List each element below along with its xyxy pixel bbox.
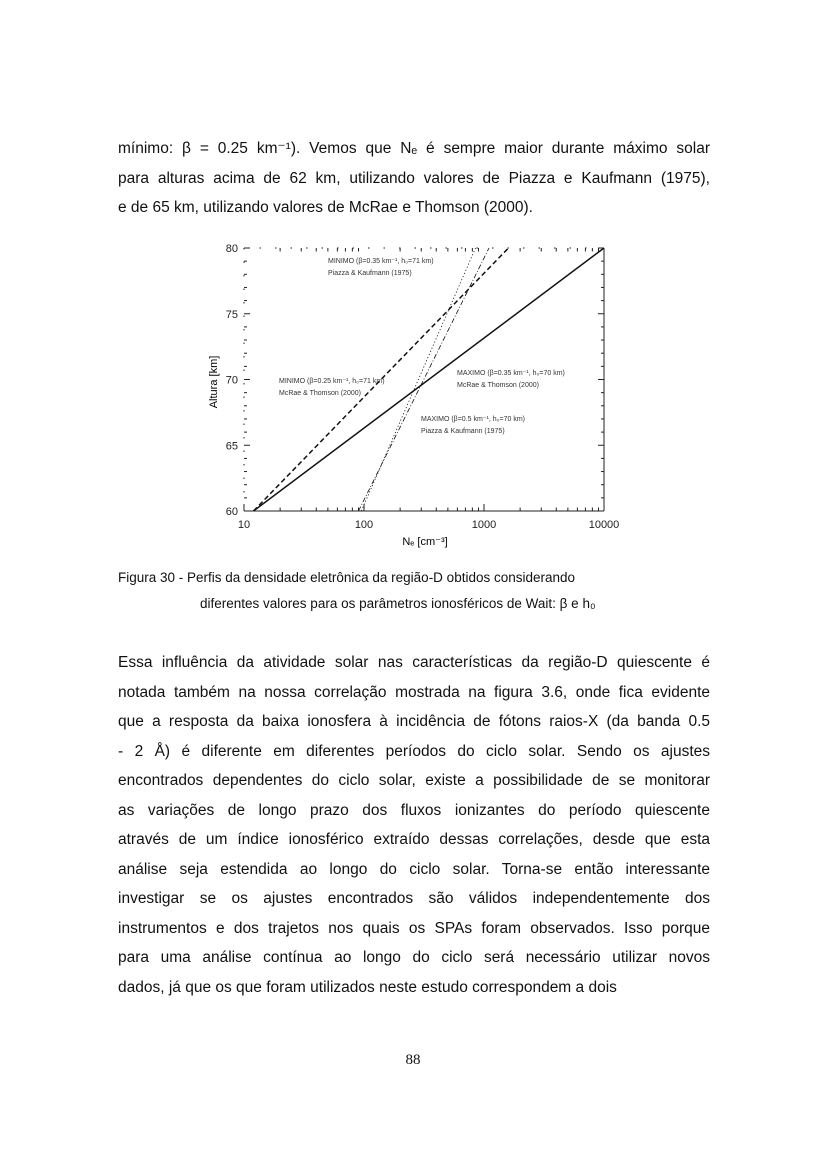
text-line: notada também na nossa correlação mostrada na figura 3.6, onde fica evidente [118, 683, 710, 701]
text-line: através de um índice ionosférico extraído dessas correlações, desde que esta [118, 831, 710, 848]
page-number: 88 [405, 1052, 421, 1068]
paragraph-intro [118, 134, 710, 223]
text-line: encontrados dependentes do ciclo solar, existe a possibilidade de se monitorar [118, 772, 710, 789]
text-line: para uma análise contínua ao longo do ciclo será necessário utilizar novos [118, 949, 710, 966]
annotation-label: MAXIMO (β=0.35 km⁻¹, h₀=70 km) [457, 370, 565, 377]
x-tick-label: 10000 [588, 519, 620, 531]
text-line: Essa influência da atividade solar nas características da região-D quiescente é [118, 654, 710, 671]
annotation-label: MINIMO (β=0.25 km⁻¹, h₀=71 km) [279, 378, 385, 385]
y-tick-label: 75 [225, 308, 238, 321]
annotation-label: MINIMO (β=0.35 km⁻¹, h₀=71 km) [328, 258, 434, 265]
x-tick-label: 1000 [471, 519, 497, 531]
text-line: - 2 Å) é diferente em diferentes períodos do ciclo solar. Sendo os ajustes [118, 742, 710, 760]
chart-annotations [279, 258, 565, 435]
x-axis-label: Nₑ [cm⁻³] [402, 536, 448, 548]
y-tick-label: 70 [225, 374, 238, 387]
text-line: instrumentos e dos trajetos nos quais os SPAs foram observados. Isso porque [118, 919, 710, 937]
text-line: mínimo: β = 0.25 km⁻¹). Vemos que Nₑ é sempre maior durante máximo solar [118, 140, 710, 157]
annotation-label: MAXIMO (β=0.5 km⁻¹, h₀=70 km) [421, 416, 525, 423]
y-tick-label: 80 [225, 243, 238, 255]
text-line: as variações de longo prazo dos fluxos ionizantes do período quiescente [118, 801, 710, 819]
x-tick-label: 10 [237, 519, 251, 531]
text-line: que a resposta da baixa ionosfera à incidência de fótons raios-X (da banda 0.5 [118, 713, 710, 730]
text-line: e de 65 km, utilizando valores de McRae e Thomson (2000). [118, 199, 533, 216]
x-tick-label: 100 [354, 519, 374, 531]
text-line: dados, já que os que foram utilizados neste estudo correspondem a dois [118, 978, 617, 996]
text-line: análise seja estendida ao longo do ciclo solar. Torna-se então interessante [118, 860, 710, 878]
y-tick-label: 65 [225, 440, 238, 453]
electron-density-chart [195, 236, 635, 556]
y-tick-label: 60 [225, 506, 238, 518]
annotation-source: McRae & Thomson (2000) [457, 382, 539, 389]
figure-caption-line1: Figura 30 - Perfis da densidade eletrônica da região-D obtidos considerando [118, 570, 576, 585]
figure-caption-line2: diferentes valores para os parâmetros ionosféricos de Wait: β e h₀ [200, 596, 596, 611]
annotation-source: Piazza & Kaufmann (1975) [328, 270, 412, 277]
text-line: investigar se os ajustes encontrados são válidos independentemente dos [118, 890, 710, 907]
annotation-source: McRae & Thomson (2000) [279, 390, 361, 397]
text-line: para alturas acima de 62 km, utilizando valores de Piazza e Kaufmann (1975), [118, 169, 710, 187]
y-axis-label: Altura [km] [208, 355, 220, 409]
annotation-source: Piazza & Kaufmann (1975) [421, 428, 505, 435]
paragraph-body [118, 648, 710, 1002]
